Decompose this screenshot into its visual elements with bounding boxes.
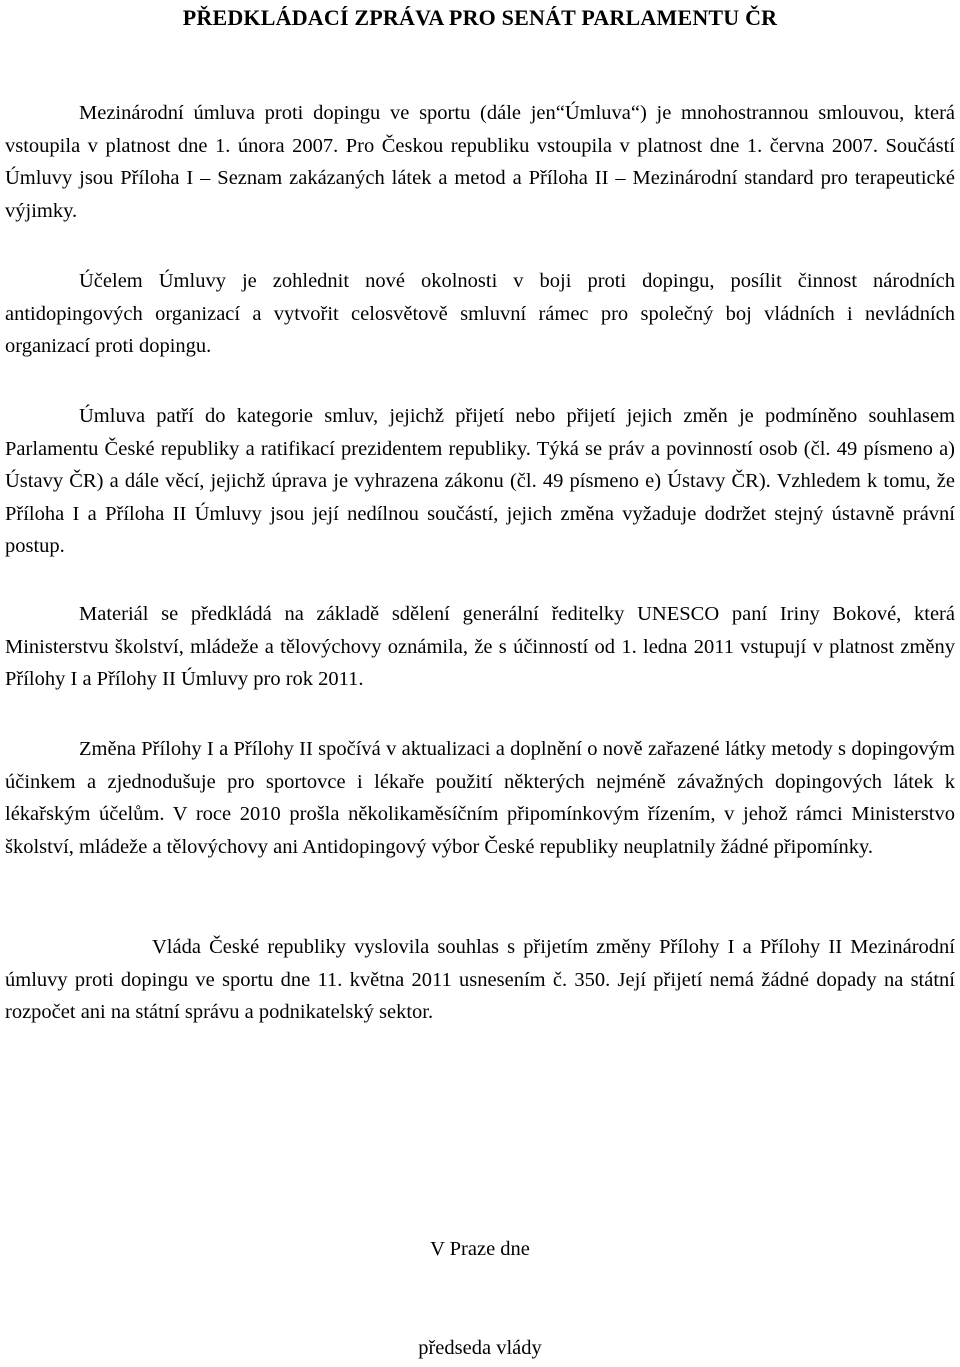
paragraph-convention-category: Úmluva patří do kategorie smluv, jejichž přijetí nebo přijetí jejich změn je podmíněno souhlasem Parlamentu České republiky a ratifikací prezidentem republiky. Týká se práv a povinností osob (čl. 49 písmeno a) Ústavy ČR) a dále věcí, jejichž úprava je vyhrazena zákonu (čl. 49 písmeno e) Ústavy ČR). Vzhledem k tomu, že Příloha I a Příloha II Úmluvy jsou její nedílnou součástí, jejich změna vyžaduje dodržet stejný ústavně právní postup. [5, 405, 955, 557]
document-title: PŘEDKLÁDACÍ ZPRÁVA PRO SENÁT PARLAMENTU ČR [182, 5, 778, 30]
paragraph-material-basis: Materiál se předkládá na základě sdělení generální ředitelky UNESCO paní Iriny Bokové, která Ministerstvu školství, mládeže a tělovýchovy oznámila, že s účinností od 1. ledna 2011 vstupují v platnost změny Přílohy I a Přílohy II Úmluvy pro rok 2011. [5, 603, 955, 690]
paragraph-annex-changes: Změna Přílohy I a Přílohy II spočívá v aktualizaci a doplnění o nově zařazené látky metody s dopingovým účinkem a zjednodušuje pro sportovce i lékaře použití některých nejméně závažných dopingových látek k lékařským účelům. V roce 2010 prošla několikaměsíčním připomínkovým řízením, v jehož rámci Ministerstvo školství, mládeže a tělovýchovy ani Antidopingový výbor České republiky neuplatnily žádné připomínky. [5, 738, 955, 858]
paragraph-convention-intro: Mezinárodní úmluva proti dopingu ve sportu (dále jen“Úmluva“) je mnohostrannou smlouvou, která vstoupila v platnost dne 1. února 2007. Pro Českou republiku vstoupila v platnost dne 1. června 2007. Součástí Úmluvy jsou Příloha I – Seznam zakázaných látek a metod a Příloha II – Mezinárodní standard pro terapeutické výjimky. [5, 102, 955, 222]
signature-line: předseda vlády [418, 1337, 542, 1359]
place-date-line: V Praze dne [430, 1238, 530, 1260]
paragraph-government-approval: Vláda České republiky vyslovila souhlas s přijetím změny Přílohy I a Přílohy II Mezinárodní úmluvy proti dopingu ve sportu dne 11. května 2011 usnesením č. 350. Její přijetí nemá žádné dopady na státní rozpočet ani na státní správu a podnikatelský sektor. [5, 936, 955, 1023]
paragraph-convention-purpose: Účelem Úmluvy je zohlednit nové okolnosti v boji proti dopingu, posílit činnost národních antidopingových organizací a vytvořit celosvětově smluvní rámec pro společný boj vládních i nevládních organizací proti dopingu. [5, 270, 955, 357]
